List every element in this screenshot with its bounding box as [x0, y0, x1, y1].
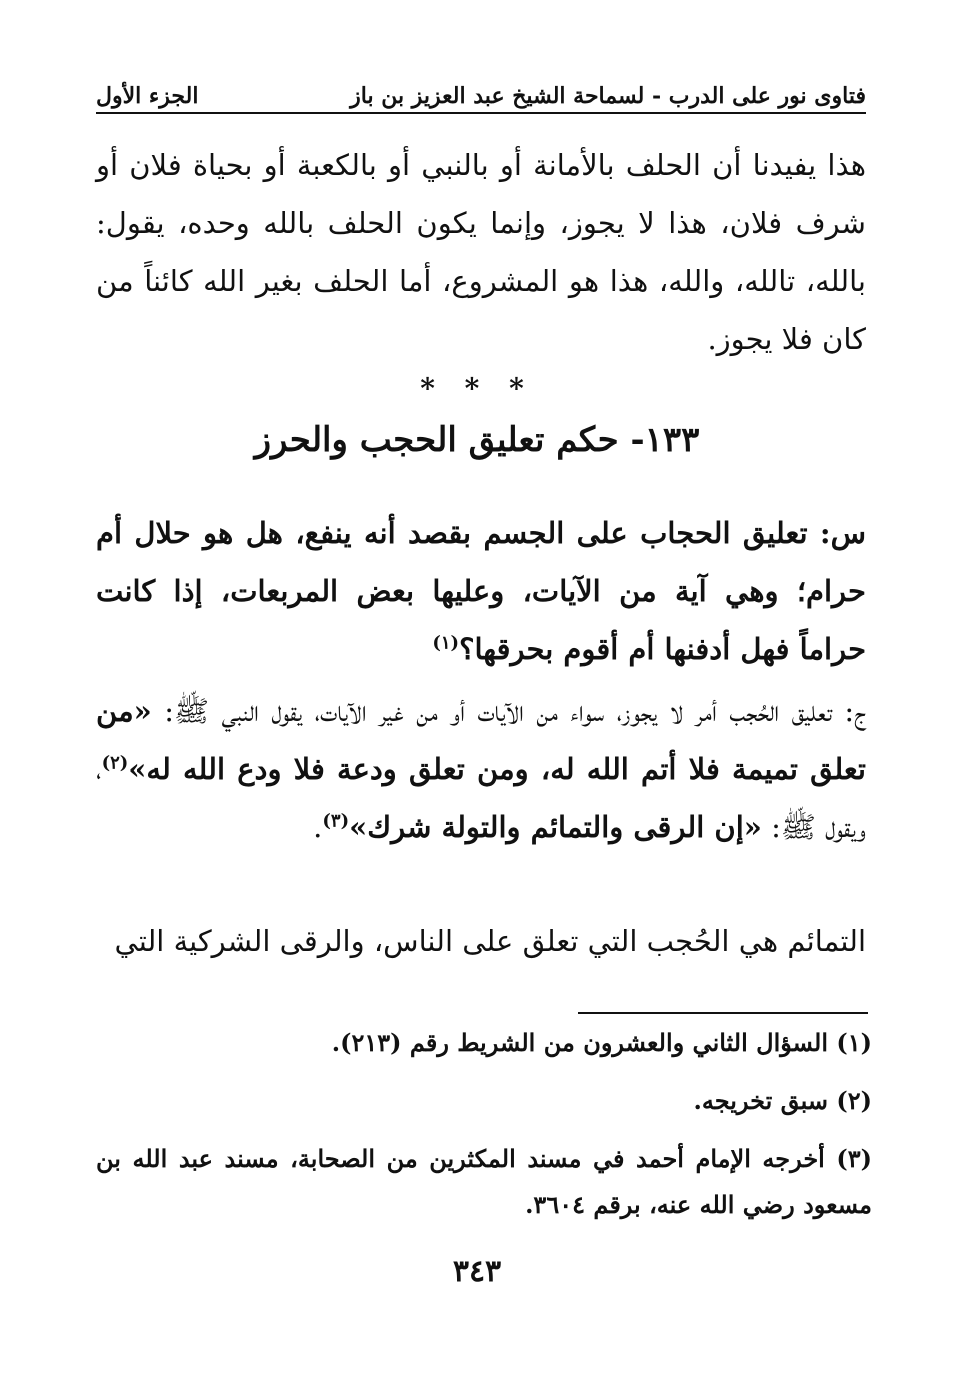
- hadith-quote-2: «إن الرقى والتمائم والتولة شرك»: [349, 810, 762, 844]
- paragraph-1: هذا يفيدنا أن الحلف بالأمانة أو بالنبي أو بالكعبة أو بحياة فلان أو شرف فلان، هذا لا يجوز، وإنما يكون الحلف بالله وحده، يقول: بالله، تالله، والله، هذا هو المشروع، أما الحلف بغير الله كائناً من كان فلا يجوز.: [96, 148, 866, 356]
- answer-end: .: [313, 810, 323, 844]
- footnote-text: السؤال الثاني والعشرون من الشريط رقم (٢١٣).: [331, 1028, 829, 1057]
- footnote-1: [96, 1020, 872, 1066]
- footnote-number: (٢): [836, 1086, 872, 1115]
- book-part: الجزء الأول: [96, 83, 199, 109]
- footnote-number: (٣): [836, 1144, 872, 1173]
- answer-text-2: ، ويقول ﷺ:: [96, 752, 866, 844]
- section-title: ١٣٣- حكم تعليق الحجب والحرز: [254, 420, 700, 460]
- answer-prefix: ج:: [831, 694, 866, 728]
- footnote-text: أخرجه الإمام أحمد في مسند المكثرين من الصحابة، مسند عبد الله بن مسعود رضي الله عنه، برقم ٣٦٠٤.: [96, 1144, 872, 1219]
- footnote-2: [96, 1078, 872, 1124]
- question-prefix: س:: [807, 516, 867, 550]
- footnotes: [96, 1020, 872, 1240]
- book-title: فتاوى نور على الدرب - لسماحة الشيخ عبد العزيز بن باز: [350, 83, 866, 109]
- answer-paragraph: [96, 682, 866, 856]
- answer-text-1: تعليق الحُجب أمر لا يجوز، سواء من الآيات أو من غير الآيات، يقول النبي ﷺ:: [151, 694, 832, 728]
- question-paragraph: [96, 504, 866, 678]
- hadith-quote-1: «من تعلق تميمة فلا أتم الله له، ومن تعلق ودعة فلا ودع الله له»: [96, 694, 866, 786]
- footnote-ref-1: (١): [432, 632, 460, 654]
- footnote-3: [96, 1136, 872, 1228]
- footnote-text: سبق تخريجه.: [693, 1086, 829, 1115]
- section-separator: * * *: [420, 372, 534, 405]
- question-text: تعليق الحجاب على الجسم بقصد أنه ينفع، هل هو حلال أم حرام؛ وهي آية من الآيات، وعليها بعض المربعات، إذا كانت حراماً فهل أدفنها أم أقوم بحرقها؟: [96, 516, 866, 666]
- footnote-ref-2: (٢): [101, 752, 129, 774]
- footnote-ref-3: (٣): [322, 810, 350, 832]
- paragraph-last: التمائم هي الحُجب التي تعلق على الناس، والرقى الشركية التي: [114, 924, 866, 958]
- footnote-divider: [578, 1012, 868, 1014]
- footnote-number: (١): [836, 1028, 872, 1057]
- page-number: ٣٤٣: [452, 1254, 502, 1289]
- running-header: [96, 78, 866, 114]
